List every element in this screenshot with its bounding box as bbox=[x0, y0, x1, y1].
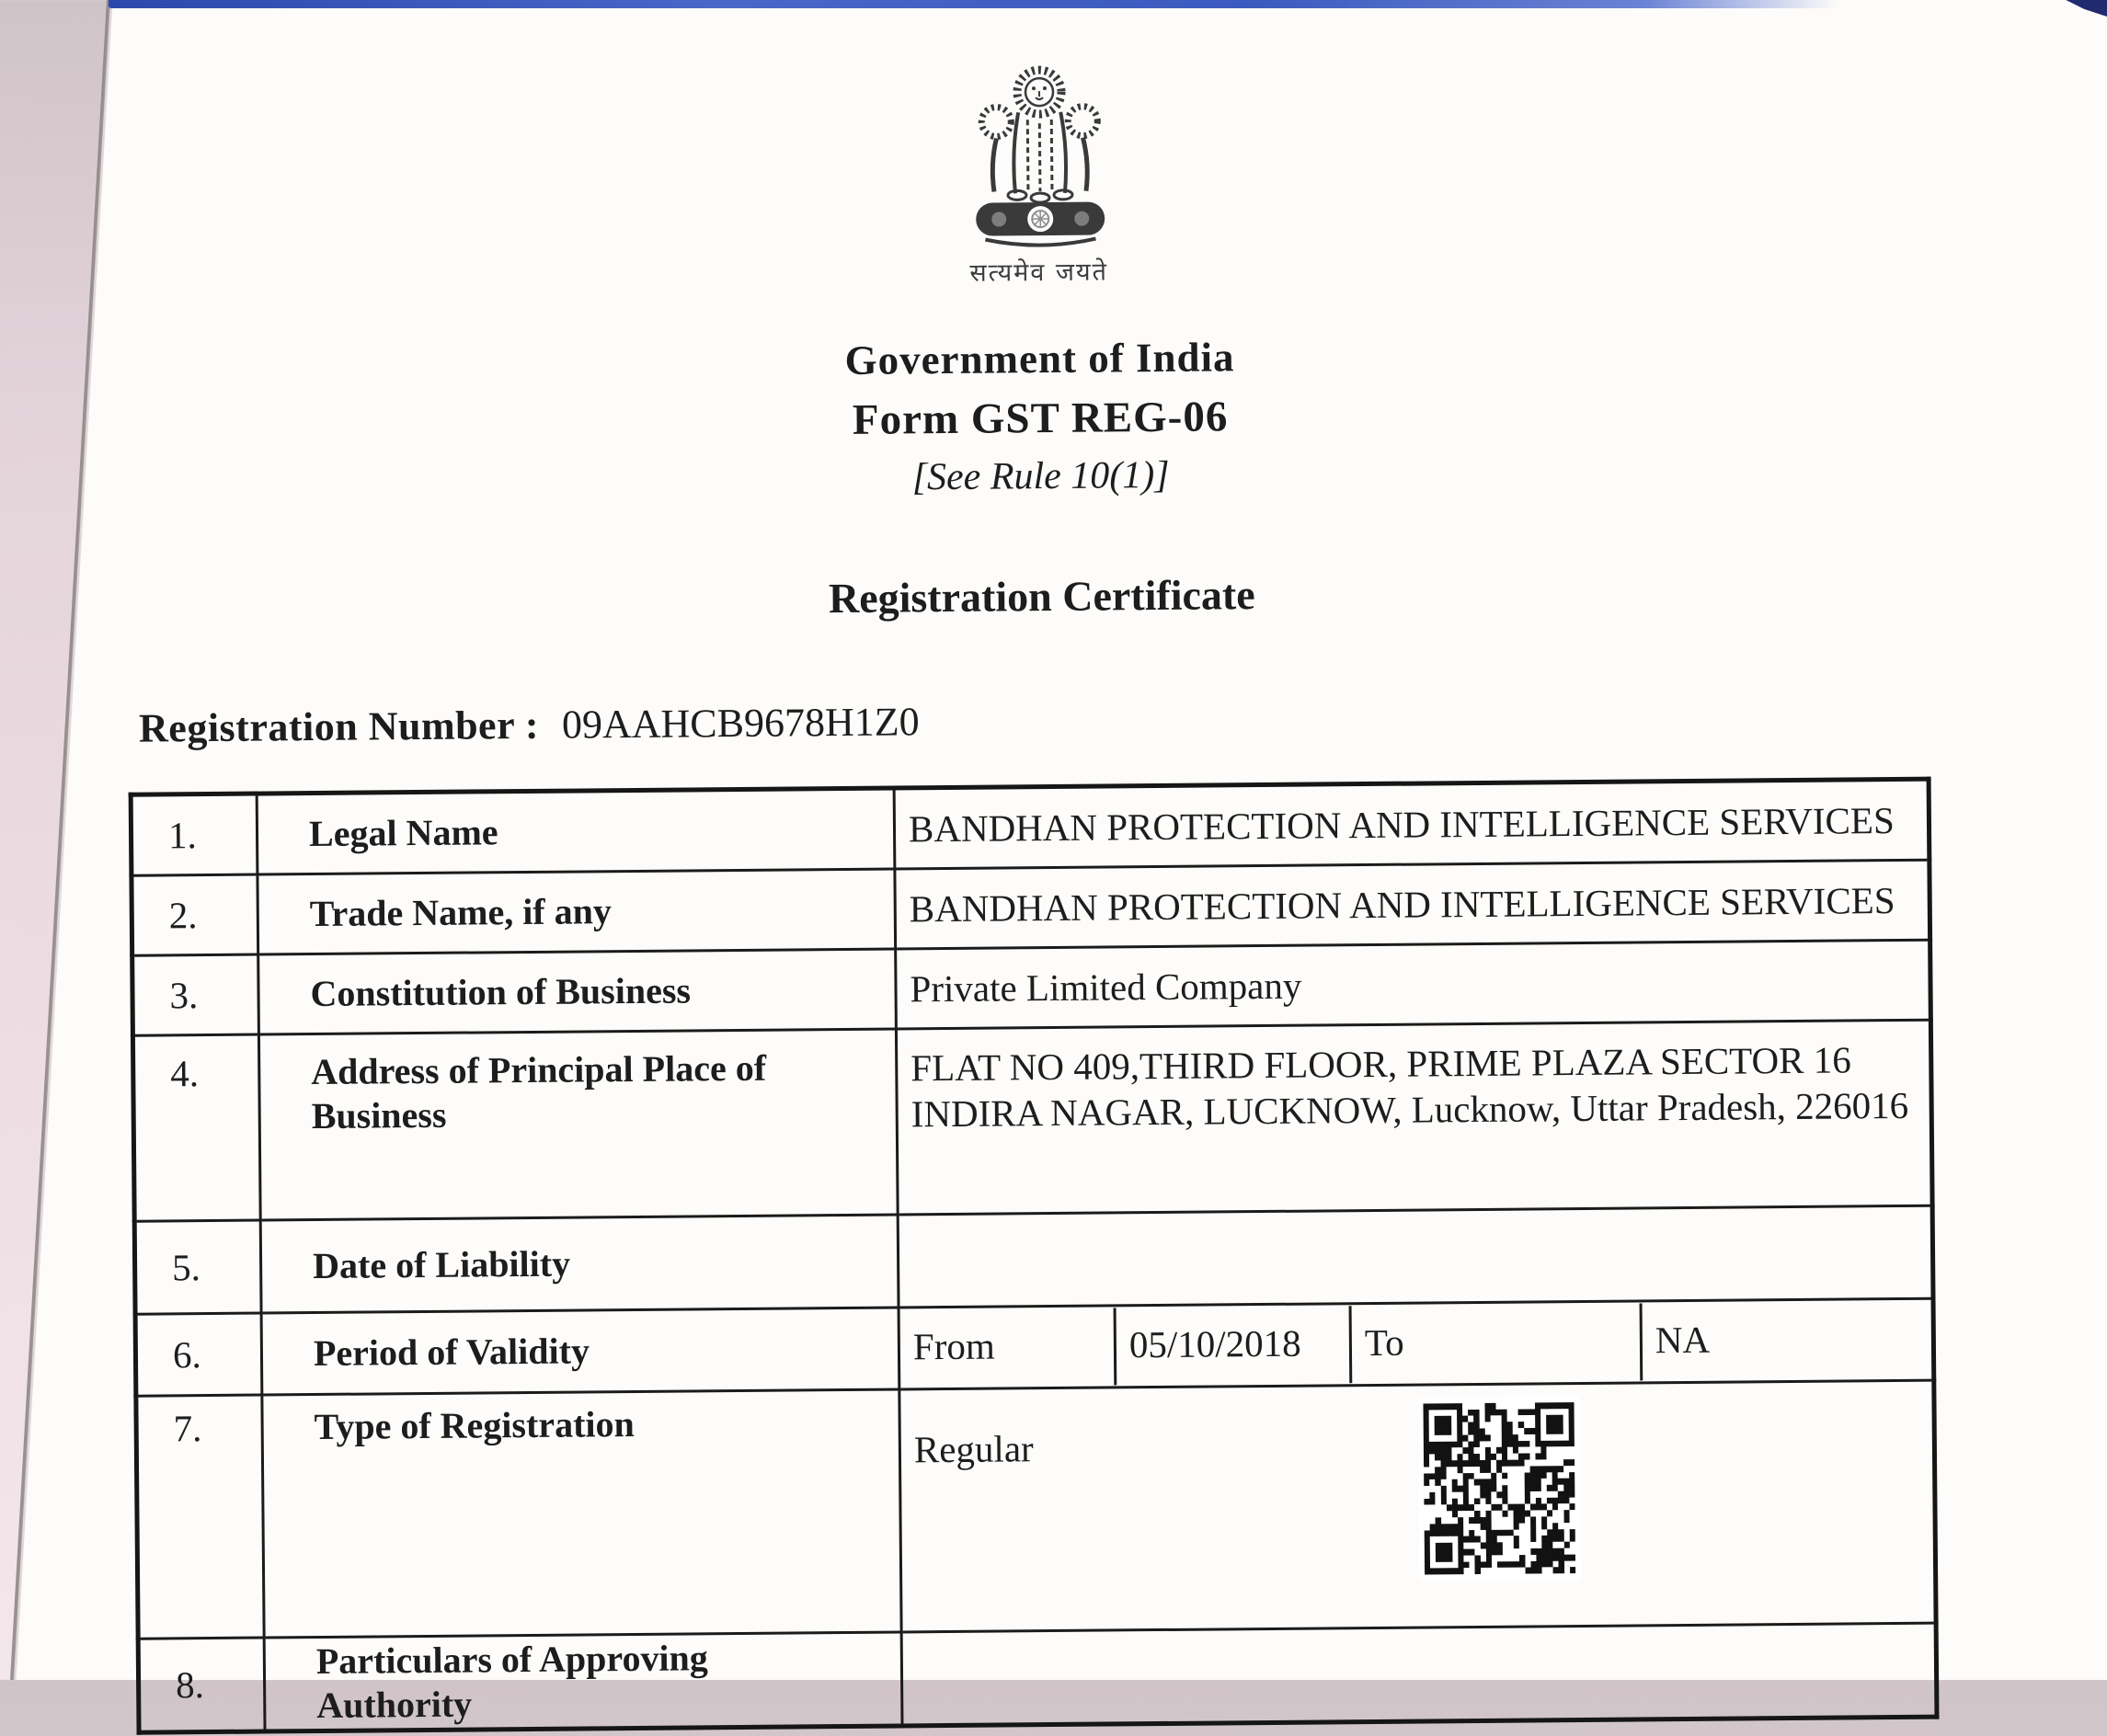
certificate-title: Registration Certificate bbox=[828, 571, 1255, 622]
address-line-1: FLAT NO 409,THIRD FLOOR, PRIME PLAZA SECTOR 16 bbox=[910, 1038, 1851, 1090]
row-number: 7. bbox=[136, 1395, 264, 1639]
registration-number-value: 09AAHCB9678H1Z0 bbox=[561, 699, 920, 748]
row-label: Constitution of Business bbox=[258, 949, 897, 1034]
row-label: Period of Validity bbox=[261, 1308, 899, 1395]
row-value: Private Limited Company bbox=[896, 940, 1931, 1029]
emblem-motto: सत्यमेव जयते bbox=[969, 257, 1109, 288]
row-label: Address of Principal Place of Business bbox=[258, 1029, 898, 1220]
row-number: 4. bbox=[132, 1034, 260, 1221]
row-number: 8. bbox=[138, 1638, 265, 1732]
row-number: 5. bbox=[134, 1220, 261, 1314]
row-number: 6. bbox=[135, 1313, 262, 1396]
table-row bbox=[132, 860, 1930, 955]
row-number: 3. bbox=[132, 954, 259, 1035]
table-row bbox=[131, 779, 1930, 875]
registration-type-value: Regular bbox=[913, 1427, 1034, 1471]
rule-reference: [See Rule 10(1)] bbox=[911, 453, 1170, 499]
table-row bbox=[138, 1623, 1937, 1732]
row-value bbox=[899, 1298, 1934, 1389]
row-value: BANDHAN PROTECTION AND INTELLIGENCE SERVICES bbox=[895, 860, 1930, 949]
row-value bbox=[901, 1623, 1937, 1726]
registration-number-label: Registration Number : bbox=[138, 702, 540, 751]
to-label: To bbox=[1349, 1303, 1641, 1383]
table-row bbox=[132, 1020, 1932, 1221]
row-number: 2. bbox=[132, 874, 258, 955]
row-label: Particulars of Approving Authority bbox=[264, 1632, 902, 1731]
qr-code bbox=[1417, 1396, 1581, 1582]
address-line-2: INDIRA NAGAR, LUCKNOW, Lucknow, Uttar Pradesh, 226016 bbox=[910, 1083, 1909, 1136]
row-label: Legal Name bbox=[257, 788, 895, 874]
india-national-emblem-icon bbox=[961, 54, 1119, 250]
government-title: Government of India bbox=[844, 334, 1235, 383]
row-label: Date of Liability bbox=[260, 1215, 899, 1313]
row-number: 1. bbox=[131, 794, 258, 875]
validity-period bbox=[900, 1301, 1932, 1388]
row-label: Type of Registration bbox=[262, 1389, 901, 1638]
table-row bbox=[134, 1205, 1933, 1314]
registration-number-line bbox=[139, 698, 920, 751]
from-date: 05/10/2018 bbox=[1114, 1306, 1350, 1385]
row-value bbox=[898, 1205, 1933, 1308]
from-label: From bbox=[912, 1324, 995, 1368]
row-value bbox=[896, 1020, 1932, 1215]
table-row bbox=[135, 1298, 1934, 1396]
table-row bbox=[132, 940, 1931, 1035]
certificate-table bbox=[129, 777, 1940, 1735]
row-label: Trade Name, if any bbox=[258, 869, 896, 954]
to-date: NA bbox=[1640, 1301, 1932, 1381]
form-title: Form GST REG-06 bbox=[852, 393, 1229, 444]
row-value: BANDHAN PROTECTION AND INTELLIGENCE SERVICES bbox=[894, 779, 1930, 869]
row-value bbox=[899, 1380, 1936, 1632]
table-row bbox=[136, 1380, 1936, 1639]
